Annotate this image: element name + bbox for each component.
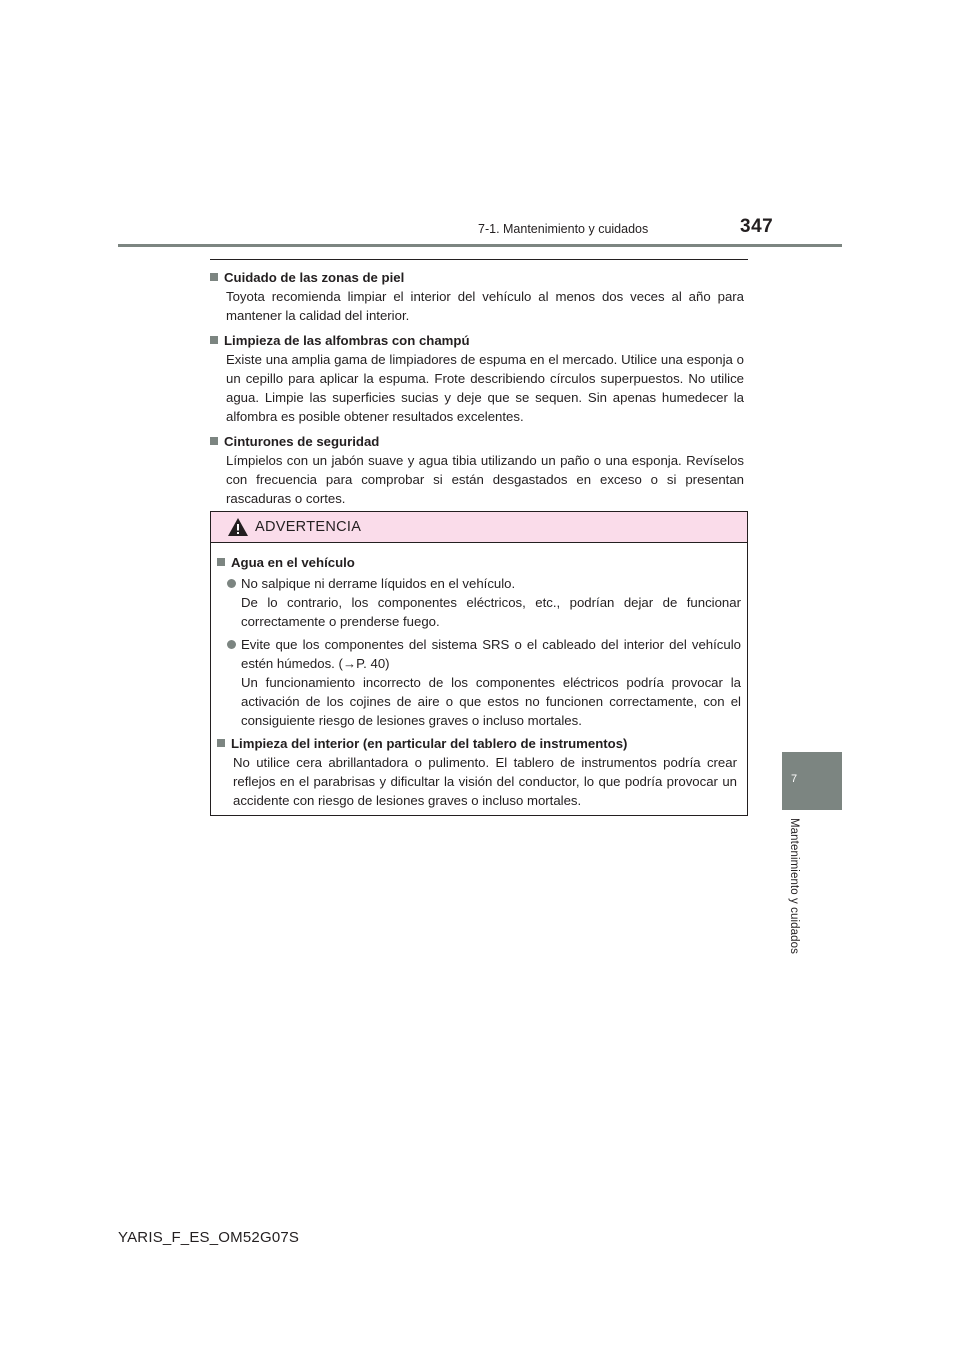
bullet-line: No salpique ni derrame líquidos en el vehículo. (241, 576, 516, 591)
warning-item-body: No utilice cera abrillantadora o pulimento. El tablero de instrumentos podría crear reflejos en el parabrisas y dificultar la visión del conductor, lo que podría provocar un accidente con riesgo de lesiones graves o incluso mortales. (233, 755, 737, 808)
warning-item-title: Limpieza del interior (en particular del tablero de instrumentos) (231, 736, 628, 751)
section-title: Cuidado de las zonas de piel (224, 270, 405, 285)
square-bullet-icon (217, 558, 225, 566)
chapter-side-label: Mantenimiento y cuidados (788, 818, 800, 955)
content-divider (210, 259, 748, 260)
warning-bullet (217, 574, 741, 631)
section-body: Toyota recomienda limpiar el interior del vehículo al menos dos veces al año para mantener la calidad del interior. (226, 289, 744, 323)
warning-item-title: Agua en el vehículo (231, 555, 355, 570)
section-leather-care (210, 268, 744, 325)
document-code: YARIS_F_ES_OM52G07S (118, 1229, 300, 1246)
header-divider (118, 244, 842, 247)
warning-triangle-icon (227, 517, 249, 537)
bullet-line: De lo contrario, los componentes eléctricos, etc., podrían dejar de funcionar correctamente o prenderse fuego. (241, 595, 741, 629)
page-number: 347 (740, 216, 774, 237)
section-title: Cinturones de seguridad (224, 434, 380, 449)
chapter-tab (782, 752, 842, 810)
section-seat-belts (210, 432, 744, 508)
section-body: Existe una amplia gama de limpiadores de espuma en el mercado. Utilice una esponja o un cepillo para aplicar la espuma. Frote describiendo círculos superpuestos. No utilice agua. Limpie las superficies sucias y deje que se sequen. Sin apenas humedecer la alfombra es posible obtener resultados excelentes. (226, 352, 744, 424)
circle-bullet-icon (227, 640, 236, 649)
section-body: Límpielos con un jabón suave y agua tibia utilizando un paño o una esponja. Revíselos con frecuencia para comprobar si están desgastados en exceso o si presentan rascaduras o cortes. (226, 453, 744, 506)
section-title: Limpieza de las alfombras con champú (224, 333, 470, 348)
square-bullet-icon (210, 437, 218, 445)
bullet-line: Un funcionamiento incorrecto de los componentes eléctricos podría provocar la activación de los cojines de aire o que estos no funcionen correctamente, con el consiguiente riesgo de lesiones graves o incluso mortales. (241, 675, 741, 728)
warning-header (211, 512, 747, 543)
warning-body (211, 543, 747, 810)
warning-bullet (217, 635, 741, 730)
circle-bullet-icon (227, 579, 236, 588)
header-section-title: 7-1. Mantenimiento y cuidados (478, 222, 649, 236)
square-bullet-icon (217, 739, 225, 747)
section-carpet-cleaning (210, 331, 744, 426)
square-bullet-icon (210, 336, 218, 344)
main-content (210, 268, 744, 514)
warning-title: ADVERTENCIA (255, 519, 362, 535)
chapter-number: 7 (791, 773, 798, 785)
square-bullet-icon (210, 273, 218, 281)
bullet-line: Evite que los componentes del sistema SRS o el cableado del interior del vehículo estén húmedos. (→P. 40) (241, 637, 741, 671)
warning-box (210, 511, 748, 816)
